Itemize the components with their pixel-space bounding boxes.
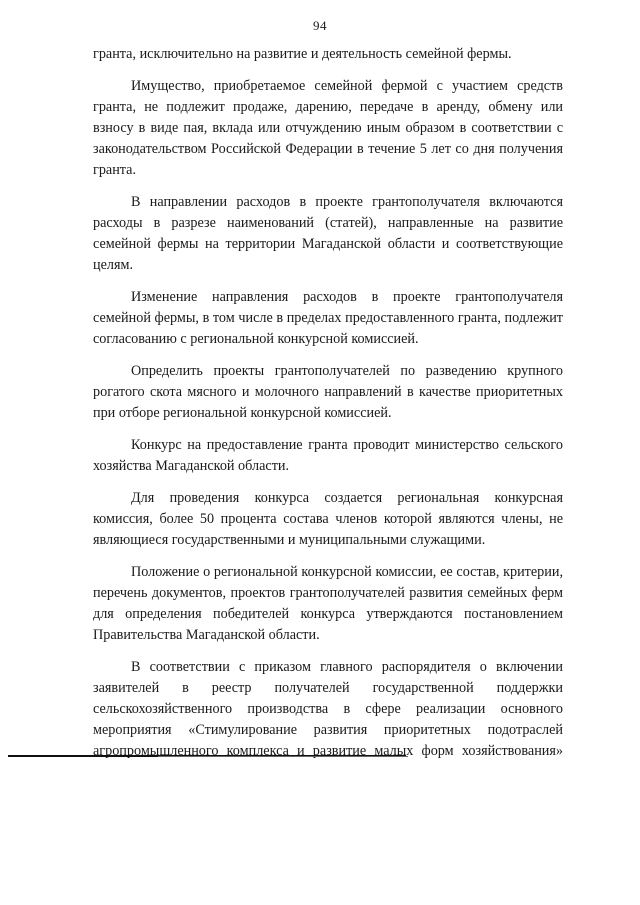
paragraph: Имущество, приобретаемое семейной фермой с участием средств гранта, не подлежит продаже, дарению, передаче в аренду, обмену или взносу в виде пая, вклада или отчуждению иным образом в соответствии с законодательством Российской Федерации в течение 5 лет со дня получения гранта. [93,78,563,178]
page-number: 94 [313,18,327,33]
paragraph: Для проведения конкурса создается региональная конкурсная комиссия, более 50 процента состава членов которой являются члены, не являющиеся государственными и муниципальными служащими. [93,490,563,548]
footnote-separator [8,755,406,757]
paragraph: Определить проекты грантополучателей по разведению крупного рогатого скота мясного и молочного направлений в качестве приоритетных при отборе региональной конкурсной комиссией. [93,363,563,421]
paragraph: гранта, исключительно на развитие и деятельность семейной фермы. [93,46,512,62]
body-text [93,44,563,762]
paragraph: Конкурс на предоставление гранта проводит министерство сельского хозяйства Магаданской области. [93,437,563,474]
paragraph: В соответствии с приказом главного распорядителя о включении заявителей в реестр получателей государственной поддержки сельскохозяйственного производства в сфере реализации основного мероприятия «Стимулирование развития приоритетных подотраслей агропромышленного комплекса и развитие малых форм хозяйствования» [93,659,563,759]
paragraph: Положение о региональной конкурсной комиссии, ее состав, критерии, перечень документов, проектов грантополучателей развития семейных ферм для определения победителей конкурса утверждаются постановлением Правительства Магаданской области. [93,564,563,643]
paragraph: В направлении расходов в проекте грантополучателя включаются расходы в разрезе наименований (статей), направленные на развитие семейной фермы на территории Магаданской области и соответствующие целям. [93,194,563,273]
paragraph: Изменение направления расходов в проекте грантополучателя семейной фермы, в том числе в пределах предоставленного гранта, подлежит согласованию с региональной конкурсной комиссией. [93,289,563,347]
